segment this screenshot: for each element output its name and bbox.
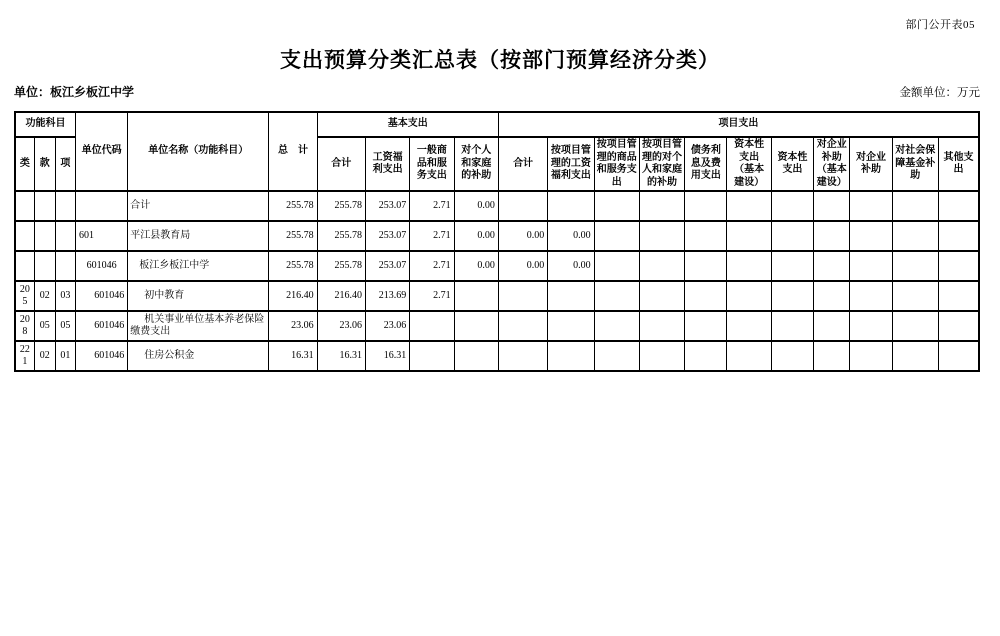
cell-capital-construction: [727, 311, 771, 341]
cell-project-salary: [548, 341, 594, 371]
col-header-project-salary: 按项目管理的工资福利支出: [548, 137, 594, 191]
cell-debt-interest: [685, 311, 727, 341]
cell-basic-salary: 213.69: [365, 281, 409, 311]
col-header-enterprise-construction: 对企业补助（基本建设）: [814, 137, 850, 191]
col-header-project-goods: 按项目管理的商品和服务支出: [594, 137, 639, 191]
cell-basic-individual: 0.00: [454, 251, 498, 281]
cell-enterprise-construction: [814, 341, 850, 371]
cell-basic-goods: 2.71: [410, 191, 454, 221]
cell-social-security: [892, 341, 938, 371]
cell-section: [34, 191, 55, 221]
col-header-func-group: 功能科目: [15, 112, 75, 137]
cell-section: 02: [34, 341, 55, 371]
cell-unit-name: 初中教育: [128, 281, 269, 311]
cell-project-goods: [594, 221, 639, 251]
cell-basic-individual: [454, 341, 498, 371]
cell-capital: [771, 281, 813, 311]
cell-social-security: [892, 251, 938, 281]
cell-section: [34, 251, 55, 281]
col-header-func-class: 类: [15, 137, 34, 191]
cell-project-salary: [548, 311, 594, 341]
cell-class: [15, 191, 34, 221]
cell-grand-total: 255.78: [269, 251, 317, 281]
cell-project-total: [498, 191, 547, 221]
cell-enterprise-construction: [814, 281, 850, 311]
cell-debt-interest: [685, 221, 727, 251]
cell-project-individual: [639, 341, 684, 371]
cell-class: [15, 251, 34, 281]
cell-other: [938, 311, 979, 341]
cell-project-goods: [594, 251, 639, 281]
cell-class: 208: [15, 311, 34, 341]
cell-basic-goods: [410, 311, 454, 341]
cell-social-security: [892, 191, 938, 221]
col-header-enterprise-subsidy: 对企业补助: [850, 137, 892, 191]
cell-project-total: 0.00: [498, 221, 547, 251]
col-header-project-group: 项目支出: [498, 112, 979, 137]
cell-basic-goods: 2.71: [410, 281, 454, 311]
cell-basic-individual: [454, 281, 498, 311]
cell-enterprise-subsidy: [850, 311, 892, 341]
cell-section: 05: [34, 311, 55, 341]
col-header-basic-goods: 一般商品和服务支出: [410, 137, 454, 191]
cell-basic-salary: 23.06: [365, 311, 409, 341]
cell-basic-salary: 253.07: [365, 221, 409, 251]
cell-unit-name: 住房公积金: [128, 341, 269, 371]
cell-basic-goods: 2.71: [410, 221, 454, 251]
amount-unit-label: 金额单位：万元: [899, 87, 980, 99]
cell-capital: [771, 191, 813, 221]
cell-capital-construction: [727, 251, 771, 281]
cell-basic-salary: 253.07: [365, 191, 409, 221]
unit-label: 单位：板江乡板江中学: [14, 85, 135, 99]
table-row-total: [15, 191, 979, 221]
cell-debt-interest: [685, 281, 727, 311]
cell-enterprise-construction: [814, 251, 850, 281]
cell-basic-total: 23.06: [317, 311, 365, 341]
doc-code-label: 部门公开表05: [905, 19, 975, 31]
col-header-project-individual: 按项目管理的对个人和家庭的补助: [639, 137, 684, 191]
cell-grand-total: 23.06: [269, 311, 317, 341]
cell-project-goods: [594, 341, 639, 371]
col-header-capital-construction: 资本性支出（基本建设）: [727, 137, 771, 191]
cell-unit-name: 平江县教育局: [128, 221, 269, 251]
cell-basic-goods: 2.71: [410, 251, 454, 281]
cell-other: [938, 251, 979, 281]
cell-project-salary: 0.00: [548, 251, 594, 281]
cell-capital: [771, 311, 813, 341]
cell-debt-interest: [685, 251, 727, 281]
col-header-basic-individual: 对个人和家庭的补助: [454, 137, 498, 191]
cell-project-salary: 0.00: [548, 221, 594, 251]
cell-basic-total: 255.78: [317, 191, 365, 221]
cell-capital-construction: [727, 191, 771, 221]
cell-capital: [771, 221, 813, 251]
cell-capital-construction: [727, 281, 771, 311]
cell-capital: [771, 341, 813, 371]
col-header-basic-salary: 工资福利支出: [365, 137, 409, 191]
col-header-unit-code: 单位代码: [75, 112, 127, 191]
col-header-other: 其他支出: [938, 137, 979, 191]
cell-grand-total: 255.78: [269, 221, 317, 251]
cell-basic-total: 16.31: [317, 341, 365, 371]
col-header-basic-total: 合计: [317, 137, 365, 191]
cell-enterprise-construction: [814, 221, 850, 251]
cell-class: 221: [15, 341, 34, 371]
cell-social-security: [892, 311, 938, 341]
col-header-unit-name: 单位名称（功能科目）: [128, 112, 269, 191]
table-row-pension: [15, 311, 979, 341]
cell-project-goods: [594, 191, 639, 221]
cell-project-total: 0.00: [498, 251, 547, 281]
cell-debt-interest: [685, 191, 727, 221]
cell-section: 02: [34, 281, 55, 311]
cell-capital: [771, 251, 813, 281]
cell-basic-salary: 16.31: [365, 341, 409, 371]
col-header-basic-group: 基本支出: [317, 112, 498, 137]
cell-enterprise-subsidy: [850, 281, 892, 311]
col-header-func-item: 项: [55, 137, 75, 191]
cell-project-individual: [639, 221, 684, 251]
cell-project-total: [498, 341, 547, 371]
cell-unit-name: 机关事业单位基本养老保险缴费支出: [128, 311, 269, 341]
cell-item: 01: [55, 341, 75, 371]
cell-basic-total: 255.78: [317, 221, 365, 251]
cell-capital-construction: [727, 221, 771, 251]
cell-class: [15, 221, 34, 251]
cell-enterprise-subsidy: [850, 221, 892, 251]
cell-section: [34, 221, 55, 251]
cell-project-goods: [594, 311, 639, 341]
cell-project-goods: [594, 281, 639, 311]
cell-capital-construction: [727, 341, 771, 371]
cell-unit-code: 601046: [75, 341, 127, 371]
cell-unit-code: 601: [75, 221, 127, 251]
col-header-project-total: 合计: [498, 137, 547, 191]
cell-basic-individual: 0.00: [454, 191, 498, 221]
cell-project-individual: [639, 191, 684, 221]
cell-enterprise-construction: [814, 311, 850, 341]
cell-project-total: [498, 311, 547, 341]
cell-enterprise-construction: [814, 191, 850, 221]
cell-basic-total: 216.40: [317, 281, 365, 311]
cell-item: [55, 221, 75, 251]
page-title: 支出预算分类汇总表（按部门预算经济分类）: [280, 48, 720, 72]
cell-social-security: [892, 221, 938, 251]
cell-unit-name: 合计: [128, 191, 269, 221]
cell-other: [938, 191, 979, 221]
cell-item: [55, 191, 75, 221]
cell-item: 05: [55, 311, 75, 341]
table-row-housing-fund: [15, 341, 979, 371]
col-header-func-section: 款: [34, 137, 55, 191]
cell-unit-name: 板江乡板江中学: [128, 251, 269, 281]
cell-grand-total: 255.78: [269, 191, 317, 221]
cell-project-individual: [639, 311, 684, 341]
col-header-capital: 资本性支出: [771, 137, 813, 191]
cell-unit-code: 601046: [75, 251, 127, 281]
cell-basic-individual: 0.00: [454, 221, 498, 251]
cell-enterprise-subsidy: [850, 251, 892, 281]
cell-project-total: [498, 281, 547, 311]
cell-basic-salary: 253.07: [365, 251, 409, 281]
cell-basic-individual: [454, 311, 498, 341]
cell-project-individual: [639, 281, 684, 311]
budget-summary-table: [14, 111, 980, 372]
cell-basic-goods: [410, 341, 454, 371]
cell-enterprise-subsidy: [850, 191, 892, 221]
table-row-junior-education: [15, 281, 979, 311]
cell-debt-interest: [685, 341, 727, 371]
cell-enterprise-subsidy: [850, 341, 892, 371]
cell-class: 205: [15, 281, 34, 311]
col-header-grand-total: 总 计: [269, 112, 317, 191]
cell-other: [938, 281, 979, 311]
cell-social-security: [892, 281, 938, 311]
col-header-debt-interest: 债务利息及费用支出: [685, 137, 727, 191]
cell-grand-total: 16.31: [269, 341, 317, 371]
col-header-social-security: 对社会保障基金补助: [892, 137, 938, 191]
cell-unit-code: 601046: [75, 311, 127, 341]
cell-unit-code: 601046: [75, 281, 127, 311]
cell-item: [55, 251, 75, 281]
cell-grand-total: 216.40: [269, 281, 317, 311]
cell-project-salary: [548, 191, 594, 221]
cell-other: [938, 221, 979, 251]
table-row-school: [15, 251, 979, 281]
cell-project-salary: [548, 281, 594, 311]
cell-unit-code: [75, 191, 127, 221]
cell-project-individual: [639, 251, 684, 281]
cell-other: [938, 341, 979, 371]
table-row-bureau: [15, 221, 979, 251]
cell-item: 03: [55, 281, 75, 311]
cell-basic-total: 255.78: [317, 251, 365, 281]
